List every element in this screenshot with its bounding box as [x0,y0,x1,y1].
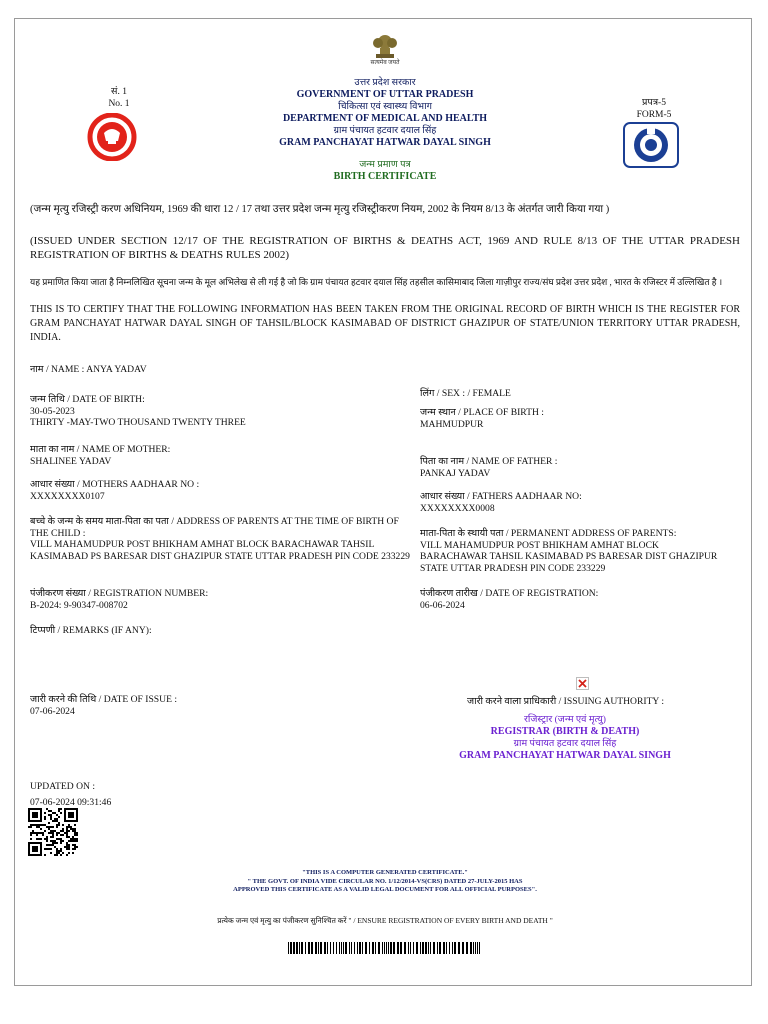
sex-value: FEMALE [472,388,511,399]
gp-hindi: ग्राम पंचायत हटवार दयाल सिंह [333,126,437,136]
certificate-title [200,159,570,183]
field-updated-on [30,781,230,808]
registrar-block [440,714,690,762]
father-label: पिता का नाम / NAME OF FATHER : [420,456,558,467]
address-perm-value: VILL MAHAMUDPUR POST BHIKHAM AMHAT BLOCK BARACHAWAR TAHSIL KASIMABAD PS BARESAR DIST GHAZIPUR STATE UTTAR PRADESH PIN CODE 233229 [420,539,718,574]
father-value: PANKAJ YADAV [420,467,491,479]
address-perm-label: माता-पिता के स्थायी पता / PERMANENT ADDRESS OF PARENTS: [420,528,677,539]
field-father-name [420,456,740,479]
reg-date-label: पंजीकरण तारीख / DATE OF REGISTRATION: [420,588,599,599]
up-seal [80,113,144,161]
barcode [288,942,482,954]
field-sex [420,383,511,401]
father-aadhaar-value: XXXXXXXX0008 [420,502,495,514]
field-remarks [30,625,410,637]
authority-label: जारी करने वाला प्राधिकारी / ISSUING AUTHORITY : [467,696,665,707]
name-value: ANYA YADAV [86,364,147,375]
dob-value: 30-05-2023 [30,405,75,417]
field-father-aadhaar [420,491,740,514]
emblem-caption: सत्यमेव जयते [370,60,400,66]
cert-title-english: BIRTH CERTIFICATE [333,171,437,182]
state-emblem [368,30,402,67]
header-block [200,77,570,149]
dob-label: जन्म तिथि / DATE OF BIRTH: [30,394,145,405]
name-label: नाम / NAME : [30,364,87,375]
field-permanent-address [420,528,720,574]
registrar-title-english: REGISTRAR (BIRTH & DEATH) [490,726,640,737]
reg-date-value: 06-06-2024 [420,599,465,611]
field-date-of-birth [30,394,410,429]
updated-value: 07-06-2024 09:31:46 [30,796,112,808]
field-registration-number [30,588,410,611]
reg-no-value: B-2024: 9-90347-008702 [30,599,128,611]
broken-signature-image-icon [577,678,588,689]
reg-no-label: पंजीकरण संख्या / REGISTRATION NUMBER: [30,588,209,599]
form-number [626,97,682,121]
address-birth-label: बच्चे के जन्म के समय माता-पिता का पता / ADDRESS OF PARENTS AT THE TIME OF BIRTH OF THE CHILD : [30,516,399,539]
certify-english: THIS IS TO CERTIFY THAT THE FOLLOWING INFORMATION HAS BEEN TAKEN FROM THE ORIGINAL RECORD OF BIRTH WHICH IS THE REGISTER FOR GRAM PANCHAYAT HATWAR DAYAL SINGH OF TAHSIL/BLOCK KASIMABAD OF DISTRICT GHAZIPUR OF STATE/UNION TERRITORY UTTAR PRADESH, INDIA. [30,304,740,343]
field-date-of-issue [30,694,410,717]
field-issuing-authority [467,691,664,709]
issue-date-value: 07-06-2024 [30,705,75,717]
number-hindi: सं. 1 [111,87,127,97]
mother-label: माता का नाम / NAME OF MOTHER: [30,444,171,455]
gp-english: GRAM PANCHAYAT HATWAR DAYAL SINGH [279,137,491,148]
dept-english: DEPARTMENT OF MEDICAL AND HEALTH [282,113,488,124]
dept-hindi: चिकित्सा एवं स्वास्थ्य विभाग [338,102,432,112]
field-address-at-birth [30,516,416,562]
pob-label: जन्म स्थान / PLACE OF BIRTH : [420,407,544,418]
crs-logo [623,122,679,168]
issue-date-label: जारी करने की तिथि / DATE OF ISSUE : [30,694,177,705]
certify-hindi: यह प्रमाणित किया जाता है निम्नलिखित सूचना जन्म के मूल अभिलेख से ली गई है जो कि ग्राम पंचायत हटवार दयाल सिंह तहसील कासिमाबाद जिला गाज़ीपुर राज्य/संघ प्रदेश उत्तर प्रदेश , भारत के रजिस्टर में उल्लिखित है । [30,277,723,287]
qr-code [28,808,78,856]
field-name [30,359,147,377]
govt-hindi: उत्तर प्रदेश सरकार [354,78,416,88]
registrar-gp-english: GRAM PANCHAYAT HATWAR DAYAL SINGH [459,750,671,761]
issued-under-hindi: (जन्म मृत्यु रजिस्ट्री करण अधिनियम, 1969 की धारा 12 / 17 तथा उत्तर प्रदेश जन्म मृत्यु रजिस्ट्रीकरण नियम, 2002 के नियम 8/13 के अंतर्गत जारी किया गया ) [30,204,610,215]
cert-title-hindi: जन्म प्रमाण पत्र [359,160,411,170]
registrar-title-hindi: रजिस्ट्रार (जन्म एवं मृत्यु) [524,715,606,725]
field-place-of-birth [420,407,740,430]
sex-label: लिंग / SEX : / [420,388,473,399]
address-birth-value: VILL MAHAMUDPUR POST BHIKHAM AMHAT BLOCK BARACHAWAR TAHSIL KASIMABAD PS BARESAR DIST GHAZIPUR STATE UTTAR PRADESH PIN CODE 233229 [30,539,410,562]
footer-line-2: " THE GOVT. OF INDIA VIDE CIRCULAR NO. 1/12/2014-VS(CRS) DATED 27-JULY-2015 HAS [247,877,523,885]
footer-notice [160,869,610,895]
form-english: FORM-5 [636,110,672,120]
registrar-gp-hindi: ग्राम पंचायत हटवार दयाल सिंह [513,739,617,749]
pob-value: MAHMUDPUR [420,418,484,430]
footer-slogan: प्रत्येक जन्म एवं मृत्यु का पंजीकरण सुनिश्चित करें " / ENSURE REGISTRATION OF EVERY BIRTH AND DEATH " [217,916,553,925]
field-mother-aadhaar [30,479,410,502]
footer-line-1: "THIS IS A COMPUTER GENERATED CERTIFICATE." [302,869,468,876]
mother-aadhaar-label: आधार संख्या / MOTHERS AADHAAR NO : [30,479,200,490]
number-english: No. 1 [108,99,130,109]
qr-code-icon [28,808,78,856]
footer-line-3: APPROVED THIS CERTIFICATE AS A VALID LEGAL DOCUMENT FOR ALL OFFICIAL PURPOSES". [233,886,537,893]
mother-value: SHALINEE YADAV [30,455,112,467]
crs-logo-icon [623,122,679,168]
father-aadhaar-label: आधार संख्या / FATHERS AADHAAR NO: [420,491,582,502]
remarks-label: टिप्पणी / REMARKS (IF ANY): [30,625,152,636]
state-emblem-icon [368,30,402,60]
up-government-seal-icon [80,113,144,161]
govt-english: GOVERNMENT OF UTTAR PRADESH [296,89,474,100]
field-registration-date [420,588,740,611]
issued-under-english: (ISSUED UNDER SECTION 12/17 OF THE REGISTRATION OF BIRTHS & DEATHS ACT, 1969 AND RULE 8/13 OF THE UTTAR PRADESH REGISTRATION OF BIRTHS & DEATHS RULES 2002) [30,235,740,261]
broken-signature-image [576,677,589,690]
mother-aadhaar-value: XXXXXXXX0107 [30,490,105,502]
barcode-icon [288,942,482,954]
field-mother-name [30,444,410,467]
updated-label: UPDATED ON : [30,781,96,792]
dob-words: THIRTY -MAY-TWO THOUSAND TWENTY THREE [30,417,246,428]
certificate-number [94,86,144,110]
form-hindi: प्रपत्र-5 [642,98,666,108]
